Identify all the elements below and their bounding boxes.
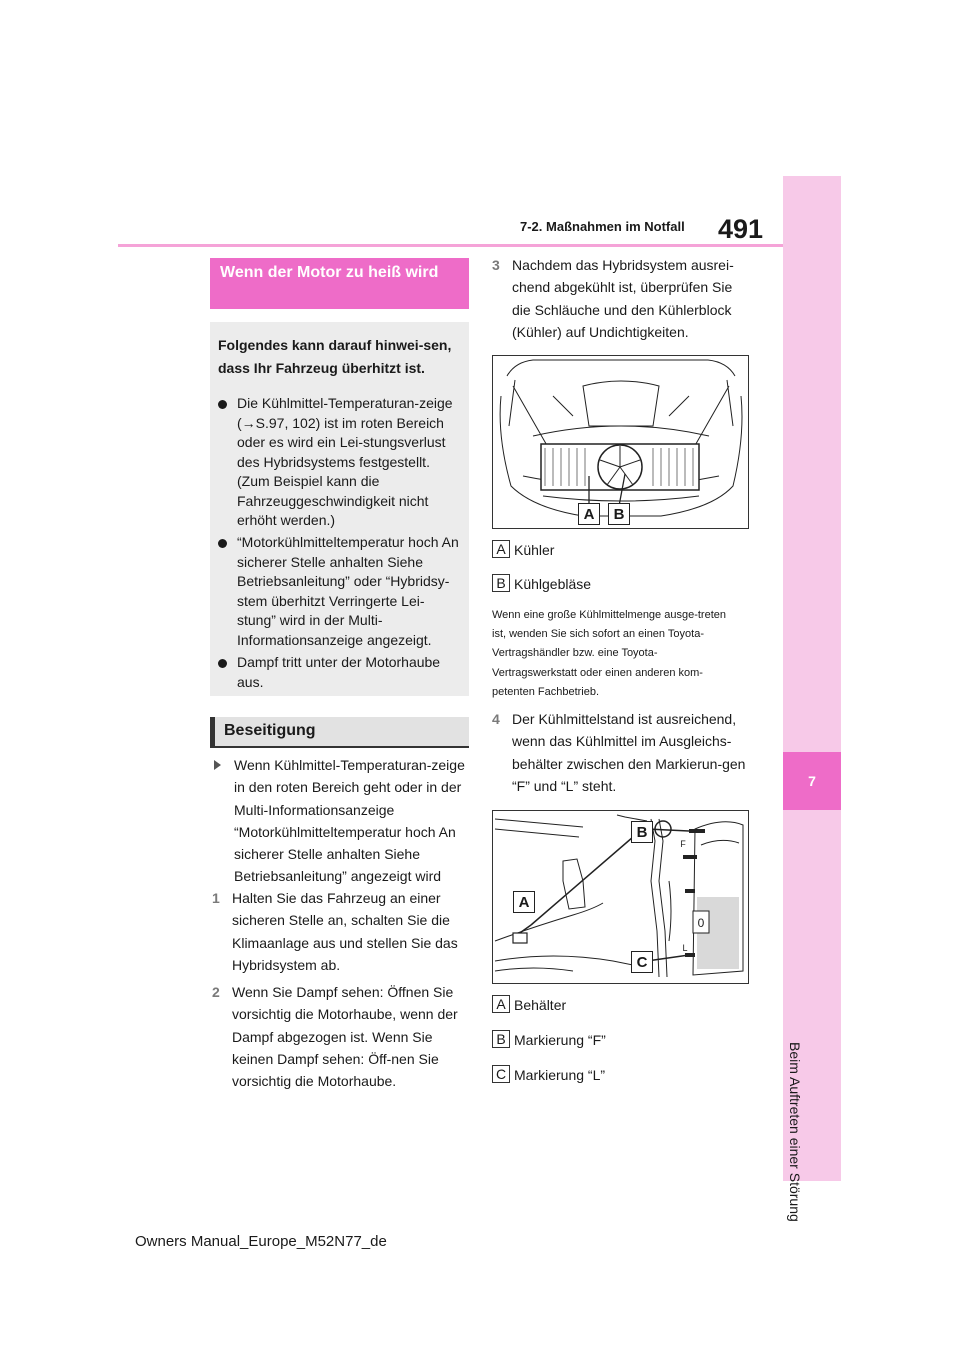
bullet-dot-icon bbox=[218, 400, 227, 409]
engine-bay-illustration bbox=[492, 355, 749, 529]
footer-document-id: Owners Manual_Europe_M52N77_de bbox=[135, 1233, 387, 1250]
remedy-condition-text: Wenn Kühlmittel-Temperaturan-zeige in den roten Bereich geht oder in der Multi-Informationsanzeige “Motorkühlmitteltemperatur hoch An sicherer Stelle anhalten Siehe Betriebsanleitung” angezeigt wird bbox=[234, 757, 465, 885]
bullet-text: Die Kühlmittel-Temperaturan-zeige (→S.97, 102) ist im roten Bereich oder es wird ein Lei-stungsverlust des Hybridsystems festgestellt. (Zum Beispiel kann die Fahrzeuggeschwindigkeit nicht erhöht werden.) bbox=[237, 395, 453, 528]
figure-label-c: C bbox=[631, 951, 653, 973]
legend-text: Markierung “L” bbox=[514, 1067, 606, 1083]
figure-label-b: B bbox=[631, 821, 653, 843]
step-1 bbox=[212, 887, 466, 976]
chapter-side-strip bbox=[783, 176, 841, 1181]
remedy-condition bbox=[214, 754, 466, 888]
page-number: 491 bbox=[718, 214, 764, 244]
figure-label-b: B bbox=[608, 503, 630, 525]
bullet-dot-icon bbox=[218, 659, 227, 668]
remedy-heading: Beseitigung bbox=[210, 717, 469, 748]
legend-text: Behälter bbox=[514, 997, 567, 1013]
step-number: 4 bbox=[492, 711, 500, 727]
legend-item bbox=[492, 574, 591, 594]
reservoir-zero-mark: 0 bbox=[697, 916, 705, 930]
legend-text: Kühler bbox=[514, 542, 555, 558]
chapter-number-tab[interactable] bbox=[783, 752, 841, 810]
warning-note: Wenn eine große Kühlmittelmenge ausge-treten ist, wenden Sie sich sofort an einen Toyota-Vertragshändler bzw. eine Toyota-Vertragswerkstatt oder einen anderen kom-petenten Fachbetrieb. bbox=[492, 609, 726, 698]
section-heading: Wenn der Motor zu heiß wird bbox=[210, 258, 469, 309]
legend-item bbox=[492, 540, 554, 560]
step-text: Wenn Sie Dampf sehen: Öffnen Sie vorsichtig die Motorhaube, wenn der Dampf abgezogen ist. Wenn Sie keinen Dampf sehen: Öff-nen Sie vorsichtig die Motorhaube. bbox=[232, 984, 458, 1090]
step-number: 2 bbox=[212, 984, 220, 1000]
step-text: Nachdem das Hybridsystem ausrei-chend abgekühlt ist, überprüfen Sie die Schläuche und den Kühlerblock (Kühler) auf Undichtigkeiten. bbox=[512, 257, 734, 340]
step-number: 3 bbox=[492, 257, 500, 273]
legend-item bbox=[492, 995, 566, 1015]
symptom-bullet bbox=[218, 653, 463, 692]
header-divider bbox=[118, 244, 783, 247]
section-label: 7-2. Maßnahmen im Notfall bbox=[520, 219, 685, 234]
chapter-number: 7 bbox=[808, 773, 816, 789]
step-2 bbox=[212, 981, 466, 1092]
reservoir-illustration bbox=[492, 810, 749, 984]
step-4 bbox=[492, 708, 754, 797]
figure-label-a: A bbox=[513, 891, 535, 913]
symptom-bullet bbox=[218, 394, 463, 531]
bullet-dot-icon bbox=[218, 539, 227, 548]
legend-text: Markierung “F” bbox=[514, 1032, 606, 1048]
legend-item bbox=[492, 1030, 606, 1050]
step-3 bbox=[492, 254, 754, 343]
reservoir-f-mark: F bbox=[680, 839, 686, 849]
bullet-text: “Motorkühlmitteltemperatur hoch An sicherer Stelle anhalten Siehe Betriebsanleitung” oder “Hybridsy-stem überhitzt Verringerte Lei-stung” wird in der Multi-Informationsanzeige angezeigt. bbox=[237, 534, 459, 648]
legend-key: B bbox=[492, 574, 510, 592]
step-text: Halten Sie das Fahrzeug an einer sicheren Stelle an, schalten Sie die Klimaanlage aus und stellen Sie das Hybridsystem ab. bbox=[232, 890, 458, 973]
step-text: Der Kühlmittelstand ist ausreichend, wenn das Kühlmittel im Ausgleichs-behälter zwischen den Markierun-gen “F” und “L” steht. bbox=[512, 711, 746, 794]
reservoir-l-mark: L bbox=[682, 943, 688, 953]
legend-text: Kühlgebläse bbox=[514, 576, 592, 592]
chapter-title: Beim Auftreten einer Störung bbox=[787, 1042, 803, 1222]
legend-key: B bbox=[492, 1030, 510, 1048]
step-number: 1 bbox=[212, 890, 220, 906]
symptoms-intro: Folgendes kann darauf hinwei-sen, dass Ihr Fahrzeug überhitzt ist. bbox=[218, 337, 452, 376]
legend-key: A bbox=[492, 995, 510, 1013]
figure-label-a: A bbox=[578, 503, 600, 525]
bullet-text: Dampf tritt unter der Motorhaube aus. bbox=[237, 654, 441, 690]
symptom-bullet bbox=[218, 533, 463, 650]
legend-item bbox=[492, 1065, 605, 1085]
arrow-right-icon bbox=[214, 760, 221, 770]
legend-key: A bbox=[492, 540, 510, 558]
legend-key: C bbox=[492, 1065, 510, 1083]
